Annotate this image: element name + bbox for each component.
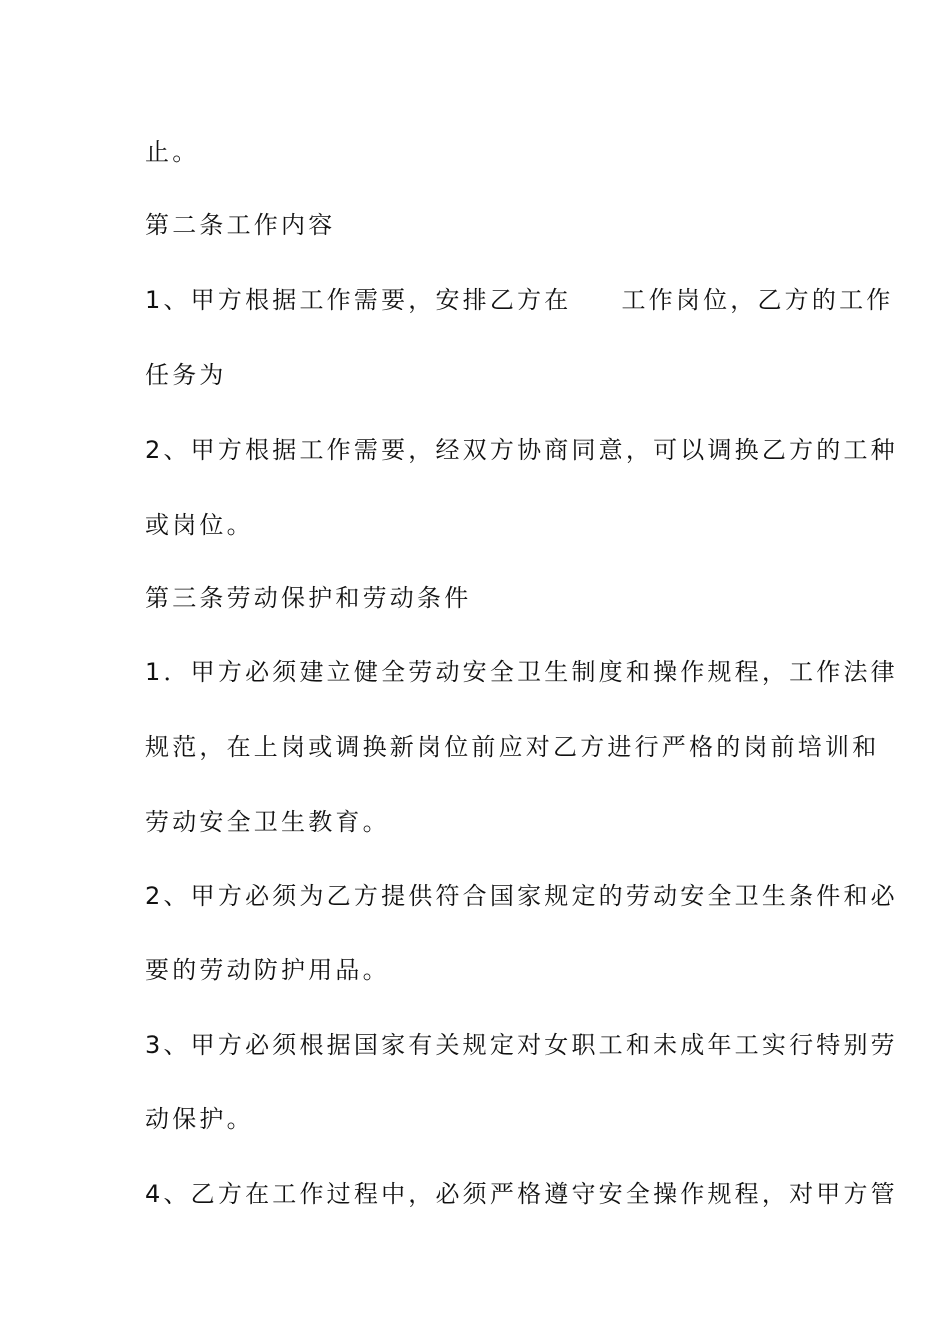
paragraph-line: 劳动安全卫生教育。 — [145, 808, 390, 836]
paragraph-line: 2、甲方根据工作需要，经双方协商同意，可以调换乙方的工种 — [145, 436, 898, 464]
paragraph-line: 动保护。 — [145, 1105, 254, 1133]
section-heading: 第三条劳动保护和劳动条件 — [145, 584, 472, 612]
section-heading: 第二条工作内容 — [145, 211, 336, 239]
paragraph-line: 止。 — [145, 138, 200, 166]
paragraph-line — [145, 285, 894, 315]
line-segment: 工作岗位，乙方的工作 — [621, 286, 894, 314]
paragraph-line: 2、甲方必须为乙方提供符合国家规定的劳动安全卫生条件和必 — [145, 882, 898, 910]
paragraph-line: 要的劳动防护用品。 — [145, 956, 390, 984]
paragraph-line: 或岗位。 — [145, 511, 254, 539]
paragraph-line: 任务为 — [145, 361, 227, 389]
line-segment: 1、甲方根据工作需要，安排乙方在 — [145, 286, 572, 314]
paragraph-line: 4、乙方在工作过程中，必须严格遵守安全操作规程，对甲方管 — [145, 1180, 898, 1208]
paragraph-line: 3、甲方必须根据国家有关规定对女职工和未成年工实行特别劳 — [145, 1031, 898, 1059]
paragraph-line: 规范，在上岗或调换新岗位前应对乙方进行严格的岗前培训和 — [145, 733, 880, 761]
paragraph-line: 1．甲方必须建立健全劳动安全卫生制度和操作规程，工作法律 — [145, 658, 898, 686]
